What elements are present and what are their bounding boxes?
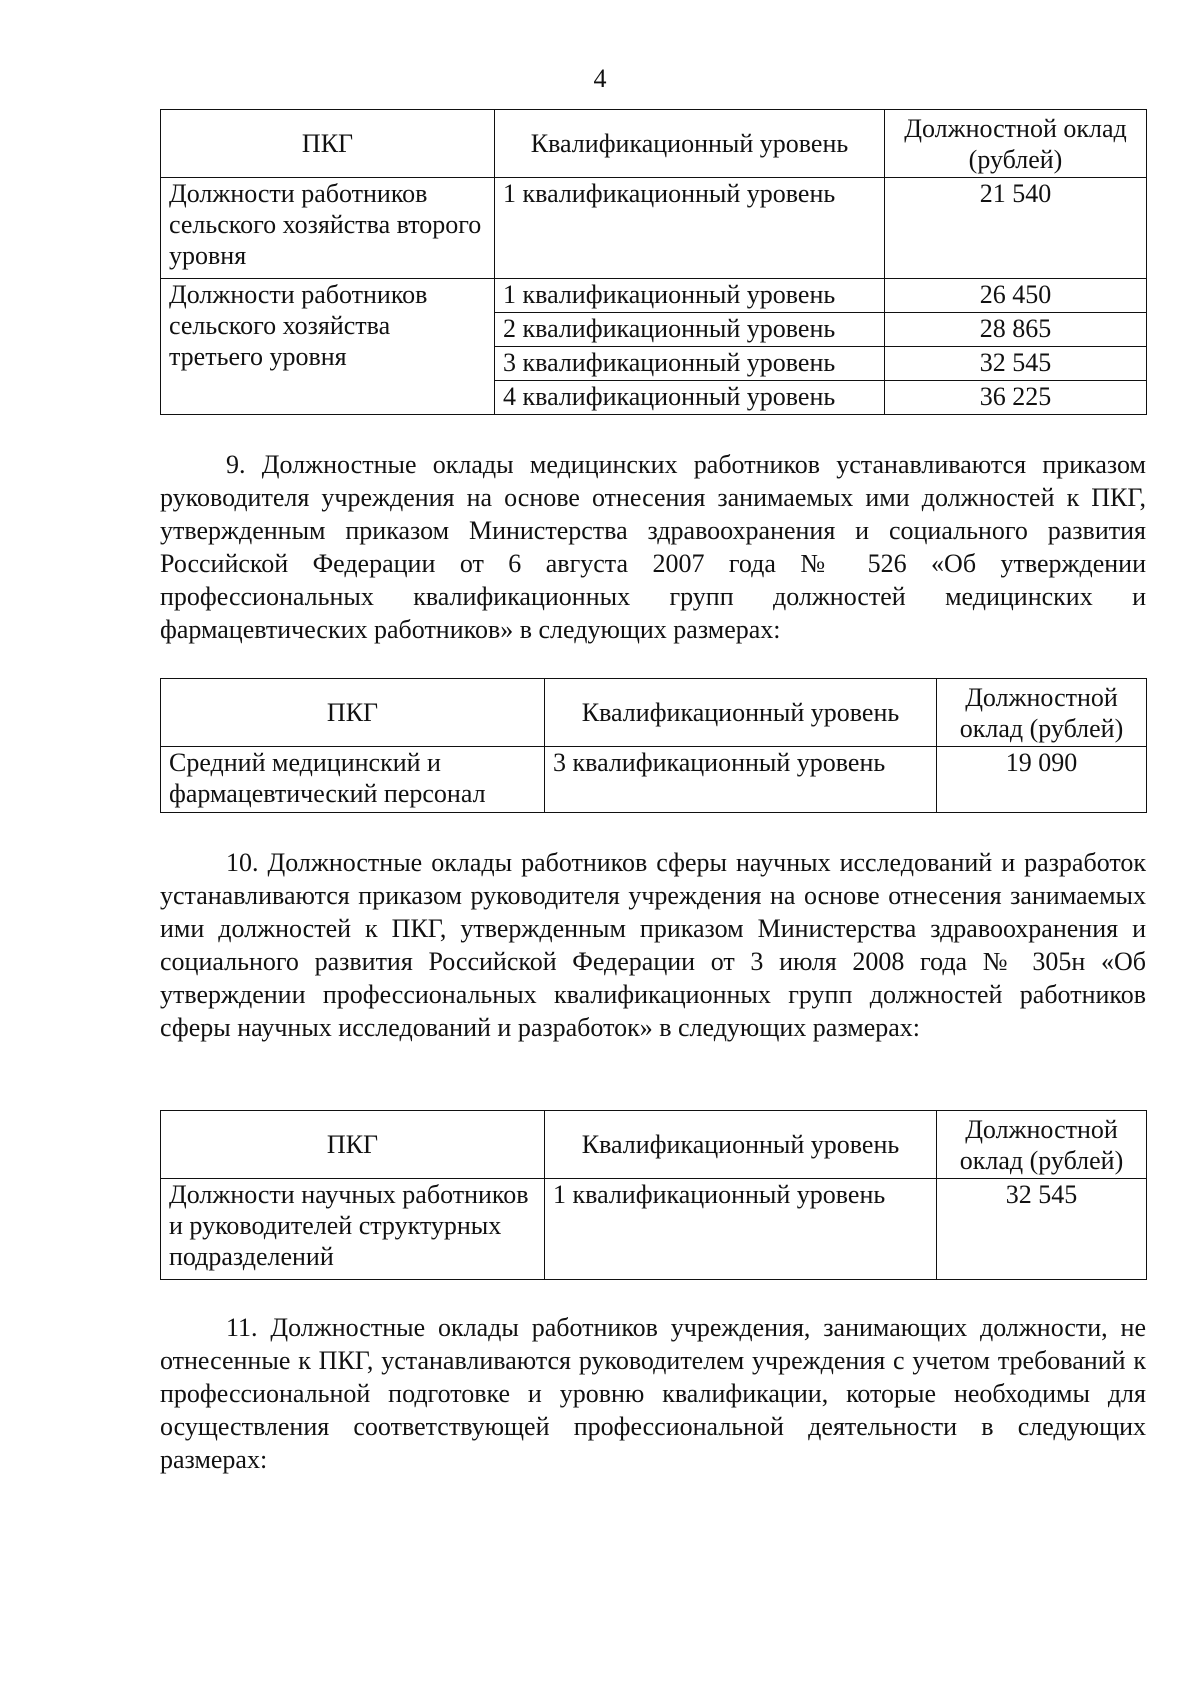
header-level: Квалификационный уровень: [545, 1111, 937, 1179]
header-pkg: ПКГ: [161, 1111, 545, 1179]
salary-cell: 21 540: [885, 178, 1147, 279]
table-header-row: [161, 110, 1147, 178]
salary-cell: 32 545: [937, 1179, 1147, 1280]
level-cell: 4 квалификационный уровень: [495, 381, 885, 415]
level-cell: 1 квалификационный уровень: [545, 1179, 937, 1280]
salary-table-agriculture: [160, 109, 1147, 415]
header-salary: Должностной оклад (рублей): [937, 1111, 1147, 1179]
salary-cell: 19 090: [937, 747, 1147, 813]
paragraph-10: 10. Должностные оклады работников сферы научных исследований и разработок устанавливаются приказом руководителя учреждения на основе отнесения занимаемых ими должностей к ПКГ, утвержденным приказом Министерства здравоохранения и социального развития Российской Федерации от 3 июля 2008 года № 305н «Об утверждении профессиональных квалификационных групп должностей работников сферы научных исследований и разработок» в следующих размерах:: [160, 848, 1146, 1042]
header-salary: Должностной оклад (рублей): [885, 110, 1147, 178]
level-cell: 1 квалификационный уровень: [495, 178, 885, 279]
header-level: Квалификационный уровень: [545, 679, 937, 747]
table-header-row: [161, 1111, 1147, 1179]
salary-cell: 28 865: [885, 313, 1147, 347]
pkg-cell: Средний медицинский и фармацевтический персонал: [161, 747, 545, 813]
table-row: [161, 747, 1147, 813]
header-level: Квалификационный уровень: [495, 110, 885, 178]
table-row: [161, 1179, 1147, 1280]
level-cell: 3 квалификационный уровень: [545, 747, 937, 813]
salary-cell: 32 545: [885, 347, 1147, 381]
pkg-cell: Должности работников сельского хозяйства второго уровня: [161, 178, 495, 279]
header-salary: Должностной оклад (рублей): [937, 679, 1147, 747]
level-cell: 2 квалификационный уровень: [495, 313, 885, 347]
header-pkg: ПКГ: [161, 679, 545, 747]
table-row: [161, 178, 1147, 279]
paragraph-11: 11. Должностные оклады работников учреждения, занимающих должности, не отнесенные к ПКГ, устанавливаются руководителем учреждения с учетом требований к профессиональной подготовке и уровню квалификации, которые необходимы для осуществления соответствующей профессиональной деятельности в следующих размерах:: [160, 1313, 1146, 1474]
pkg-cell: Должности работников сельского хозяйства третьего уровня: [161, 279, 495, 415]
salary-cell: 26 450: [885, 279, 1147, 313]
salary-cell: 36 225: [885, 381, 1147, 415]
table-row: [161, 279, 1147, 313]
salary-table-research: [160, 1110, 1147, 1280]
level-cell: 3 квалификационный уровень: [495, 347, 885, 381]
paragraph-9: 9. Должностные оклады медицинских работников устанавливаются приказом руководителя учреждения на основе отнесения занимаемых ими должностей к ПКГ, утвержденным приказом Министерства здравоохранения и социального развития Российской Федерации от 6 августа 2007 года № 526 «Об утверждении профессиональных квалификационных групп должностей медицинских и фармацевтических работников» в следующих размерах:: [160, 450, 1146, 644]
table-header-row: [161, 679, 1147, 747]
header-pkg: ПКГ: [161, 110, 495, 178]
salary-table-medical: [160, 678, 1147, 813]
level-cell: 1 квалификационный уровень: [495, 279, 885, 313]
page-number: 4: [593, 64, 607, 93]
pkg-cell: Должности научных работников и руководителей структурных подразделений: [161, 1179, 545, 1280]
